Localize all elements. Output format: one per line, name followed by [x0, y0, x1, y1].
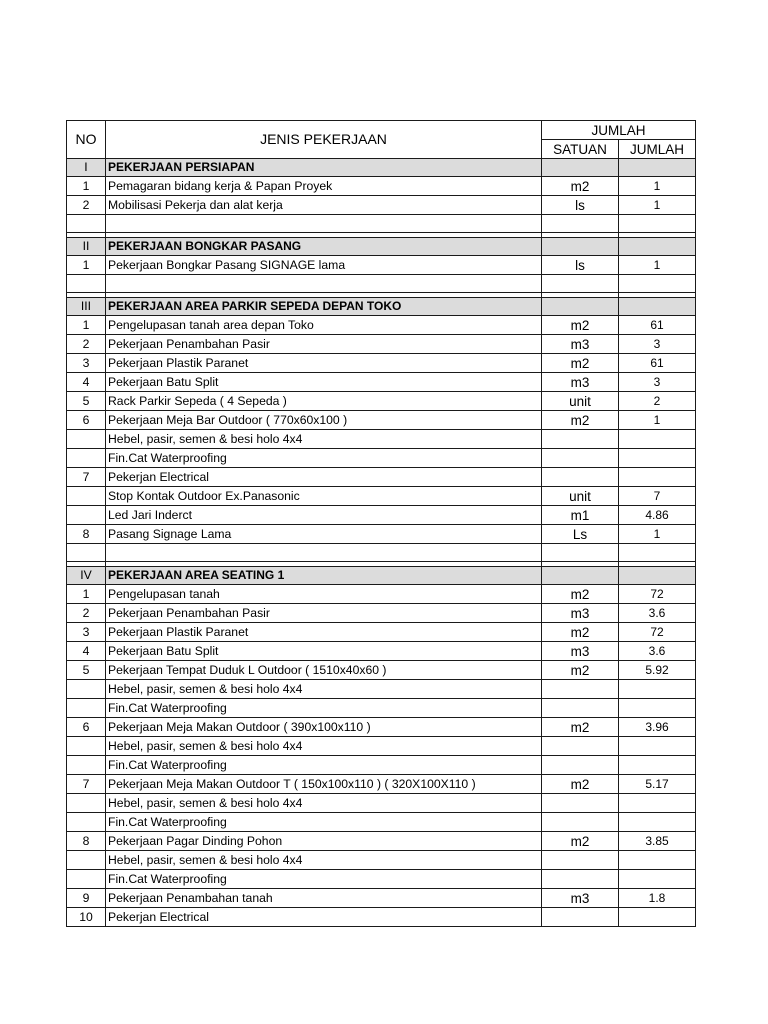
item-description: Stop Kontak Outdoor Ex.Panasonic: [106, 487, 542, 506]
item-quantity: 61: [619, 354, 696, 373]
item-unit: [542, 756, 619, 775]
item-description: Pekerjaan Bongkar Pasang SIGNAGE lama: [106, 256, 542, 275]
item-description: Hebel, pasir, semen & besi holo 4x4: [106, 851, 542, 870]
header-no: NO: [67, 121, 106, 159]
item-unit: unit: [542, 487, 619, 506]
section-title: PEKERJAAN AREA SEATING 1: [106, 567, 542, 585]
empty-cell: [67, 215, 106, 233]
item-quantity: [619, 430, 696, 449]
empty-cell: [619, 215, 696, 233]
empty-cell: [67, 544, 106, 562]
item-description: Pekerjaan Meja Makan Outdoor T ( 150x100x110 ) ( 320X100X110 ): [106, 775, 542, 794]
item-unit: m2: [542, 354, 619, 373]
item-description: Fin.Cat Waterproofing: [106, 449, 542, 468]
item-unit: ls: [542, 256, 619, 275]
table-row: [67, 525, 696, 544]
table-row: [67, 354, 696, 373]
item-description: Pekerjan Electrical: [106, 908, 542, 927]
item-quantity: 1: [619, 177, 696, 196]
item-quantity: 7: [619, 487, 696, 506]
item-quantity: 4.86: [619, 506, 696, 525]
item-unit: [542, 468, 619, 487]
item-unit: [542, 794, 619, 813]
item-quantity: [619, 794, 696, 813]
item-description: Pekerjaan Meja Makan Outdoor ( 390x100x110 ): [106, 718, 542, 737]
item-number: 2: [67, 196, 106, 215]
item-description: Led Jari Inderct: [106, 506, 542, 525]
item-quantity: [619, 851, 696, 870]
item-unit: [542, 737, 619, 756]
item-unit: ls: [542, 196, 619, 215]
item-number: [67, 487, 106, 506]
work-item-table: [66, 120, 696, 927]
section-title: PEKERJAAN AREA PARKIR SEPEDA DEPAN TOKO: [106, 298, 542, 316]
section-unit-cell: [542, 567, 619, 585]
section-qty-cell: [619, 298, 696, 316]
item-unit: unit: [542, 392, 619, 411]
spacer-row: [67, 275, 696, 293]
section-number: I: [67, 159, 106, 177]
item-number: [67, 851, 106, 870]
item-unit: m2: [542, 411, 619, 430]
item-quantity: [619, 870, 696, 889]
empty-cell: [106, 544, 542, 562]
table-row: [67, 487, 696, 506]
item-unit: m3: [542, 373, 619, 392]
header-jenis-pekerjaan: JENIS PEKERJAAN: [106, 121, 542, 159]
section-qty-cell: [619, 567, 696, 585]
table-row: [67, 623, 696, 642]
section-qty-cell: [619, 159, 696, 177]
table-row: [67, 642, 696, 661]
item-quantity: 72: [619, 623, 696, 642]
item-description: Hebel, pasir, semen & besi holo 4x4: [106, 737, 542, 756]
item-number: 9: [67, 889, 106, 908]
table-row: [67, 585, 696, 604]
section-header-row: [67, 298, 696, 316]
item-unit: [542, 699, 619, 718]
item-unit: [542, 870, 619, 889]
table-row: [67, 468, 696, 487]
item-number: 3: [67, 623, 106, 642]
item-description: Hebel, pasir, semen & besi holo 4x4: [106, 680, 542, 699]
table-row: [67, 177, 696, 196]
item-unit: Ls: [542, 525, 619, 544]
item-description: Pekerjaan Penambahan Pasir: [106, 604, 542, 623]
item-number: 7: [67, 468, 106, 487]
item-description: Pekerjaan Batu Split: [106, 642, 542, 661]
table-row: [67, 851, 696, 870]
item-number: [67, 680, 106, 699]
item-unit: m3: [542, 604, 619, 623]
item-unit: [542, 908, 619, 927]
table-row: [67, 196, 696, 215]
item-unit: m1: [542, 506, 619, 525]
item-number: 1: [67, 177, 106, 196]
item-quantity: 5.92: [619, 661, 696, 680]
item-number: 8: [67, 525, 106, 544]
item-description: Pekerjaan Plastik Paranet: [106, 354, 542, 373]
section-header-row: [67, 238, 696, 256]
item-unit: m2: [542, 623, 619, 642]
item-description: Hebel, pasir, semen & besi holo 4x4: [106, 794, 542, 813]
item-unit: m2: [542, 177, 619, 196]
item-unit: m2: [542, 316, 619, 335]
empty-cell: [542, 544, 619, 562]
item-unit: [542, 680, 619, 699]
item-description: Fin.Cat Waterproofing: [106, 756, 542, 775]
item-quantity: 3.96: [619, 718, 696, 737]
item-number: [67, 737, 106, 756]
table-row: [67, 813, 696, 832]
item-description: Pasang Signage Lama: [106, 525, 542, 544]
table-row: [67, 604, 696, 623]
item-unit: [542, 449, 619, 468]
item-number: [67, 506, 106, 525]
item-number: [67, 794, 106, 813]
item-number: [67, 870, 106, 889]
empty-cell: [542, 275, 619, 293]
item-description: Pekerjaan Penambahan tanah: [106, 889, 542, 908]
section-title: PEKERJAAN PERSIAPAN: [106, 159, 542, 177]
table-row: [67, 411, 696, 430]
spacer-row: [67, 215, 696, 233]
item-description: Pekerjaan Meja Bar Outdoor ( 770x60x100 ): [106, 411, 542, 430]
table-row: [67, 661, 696, 680]
item-quantity: [619, 737, 696, 756]
item-description: Rack Parkir Sepeda ( 4 Sepeda ): [106, 392, 542, 411]
item-description: Pekerjaan Penambahan Pasir: [106, 335, 542, 354]
item-description: Fin.Cat Waterproofing: [106, 699, 542, 718]
item-number: 1: [67, 316, 106, 335]
section-title: PEKERJAAN BONGKAR PASANG: [106, 238, 542, 256]
item-unit: m3: [542, 335, 619, 354]
item-unit: m2: [542, 585, 619, 604]
item-quantity: 72: [619, 585, 696, 604]
item-number: 6: [67, 718, 106, 737]
item-unit: m2: [542, 775, 619, 794]
item-number: 2: [67, 604, 106, 623]
item-quantity: 3: [619, 373, 696, 392]
table-row: [67, 392, 696, 411]
item-quantity: [619, 680, 696, 699]
item-description: Pengelupasan tanah area depan Toko: [106, 316, 542, 335]
item-quantity: 3.6: [619, 642, 696, 661]
item-number: 5: [67, 661, 106, 680]
item-description: Pekerjaan Tempat Duduk L Outdoor ( 1510x40x60 ): [106, 661, 542, 680]
item-number: 1: [67, 256, 106, 275]
item-number: [67, 449, 106, 468]
header-satuan: SATUAN: [542, 140, 619, 159]
item-description: Mobilisasi Pekerja dan alat kerja: [106, 196, 542, 215]
empty-cell: [619, 275, 696, 293]
item-unit: m3: [542, 889, 619, 908]
table-row: [67, 908, 696, 927]
section-number: IV: [67, 567, 106, 585]
spacer-row: [67, 544, 696, 562]
table-row: [67, 680, 696, 699]
table-row: [67, 449, 696, 468]
table-row: [67, 756, 696, 775]
item-number: [67, 756, 106, 775]
table-row: [67, 256, 696, 275]
item-number: 8: [67, 832, 106, 851]
item-number: 4: [67, 642, 106, 661]
table-row: [67, 718, 696, 737]
empty-cell: [106, 215, 542, 233]
table-row: [67, 775, 696, 794]
table-row: [67, 506, 696, 525]
item-description: Pengelupasan tanah: [106, 585, 542, 604]
table-row: [67, 832, 696, 851]
item-description: Hebel, pasir, semen & besi holo 4x4: [106, 430, 542, 449]
item-quantity: 1: [619, 196, 696, 215]
table-row: [67, 335, 696, 354]
item-number: [67, 430, 106, 449]
table-row: [67, 316, 696, 335]
section-qty-cell: [619, 238, 696, 256]
item-quantity: 1: [619, 256, 696, 275]
item-quantity: [619, 756, 696, 775]
item-description: Pekerjaan Plastik Paranet: [106, 623, 542, 642]
table-row: [67, 373, 696, 392]
item-number: 10: [67, 908, 106, 927]
table-row: [67, 794, 696, 813]
item-number: 7: [67, 775, 106, 794]
table-row: [67, 889, 696, 908]
empty-cell: [67, 275, 106, 293]
item-unit: m3: [542, 642, 619, 661]
item-number: 3: [67, 354, 106, 373]
section-unit-cell: [542, 298, 619, 316]
empty-cell: [106, 275, 542, 293]
item-quantity: 3.85: [619, 832, 696, 851]
item-description: Pekerjan Electrical: [106, 468, 542, 487]
item-unit: m2: [542, 718, 619, 737]
item-quantity: 5.17: [619, 775, 696, 794]
header-jumlah: JUMLAH: [619, 140, 696, 159]
item-quantity: [619, 449, 696, 468]
item-quantity: [619, 468, 696, 487]
section-header-row: [67, 567, 696, 585]
item-description: Pekerjaan Batu Split: [106, 373, 542, 392]
item-quantity: [619, 813, 696, 832]
item-unit: [542, 430, 619, 449]
section-number: III: [67, 298, 106, 316]
item-number: [67, 813, 106, 832]
item-unit: [542, 813, 619, 832]
item-quantity: 1: [619, 411, 696, 430]
item-description: Fin.Cat Waterproofing: [106, 813, 542, 832]
section-header-row: [67, 159, 696, 177]
item-unit: m2: [542, 661, 619, 680]
section-number: II: [67, 238, 106, 256]
item-quantity: 1.8: [619, 889, 696, 908]
item-description: Fin.Cat Waterproofing: [106, 870, 542, 889]
item-quantity: 1: [619, 525, 696, 544]
section-unit-cell: [542, 238, 619, 256]
item-number: [67, 699, 106, 718]
item-number: 6: [67, 411, 106, 430]
item-number: 1: [67, 585, 106, 604]
empty-cell: [542, 215, 619, 233]
item-quantity: [619, 699, 696, 718]
item-quantity: 3.6: [619, 604, 696, 623]
table-row: [67, 699, 696, 718]
item-quantity: 3: [619, 335, 696, 354]
header-jumlah-group: JUMLAH: [542, 121, 696, 140]
item-number: 2: [67, 335, 106, 354]
item-description: Pemagaran bidang kerja & Papan Proyek: [106, 177, 542, 196]
table-row: [67, 870, 696, 889]
item-unit: [542, 851, 619, 870]
table-row: [67, 430, 696, 449]
section-unit-cell: [542, 159, 619, 177]
item-description: Pekerjaan Pagar Dinding Pohon: [106, 832, 542, 851]
item-quantity: 2: [619, 392, 696, 411]
table-row: [67, 737, 696, 756]
item-quantity: 61: [619, 316, 696, 335]
item-number: 4: [67, 373, 106, 392]
item-quantity: [619, 908, 696, 927]
item-number: 5: [67, 392, 106, 411]
item-unit: m2: [542, 832, 619, 851]
empty-cell: [619, 544, 696, 562]
